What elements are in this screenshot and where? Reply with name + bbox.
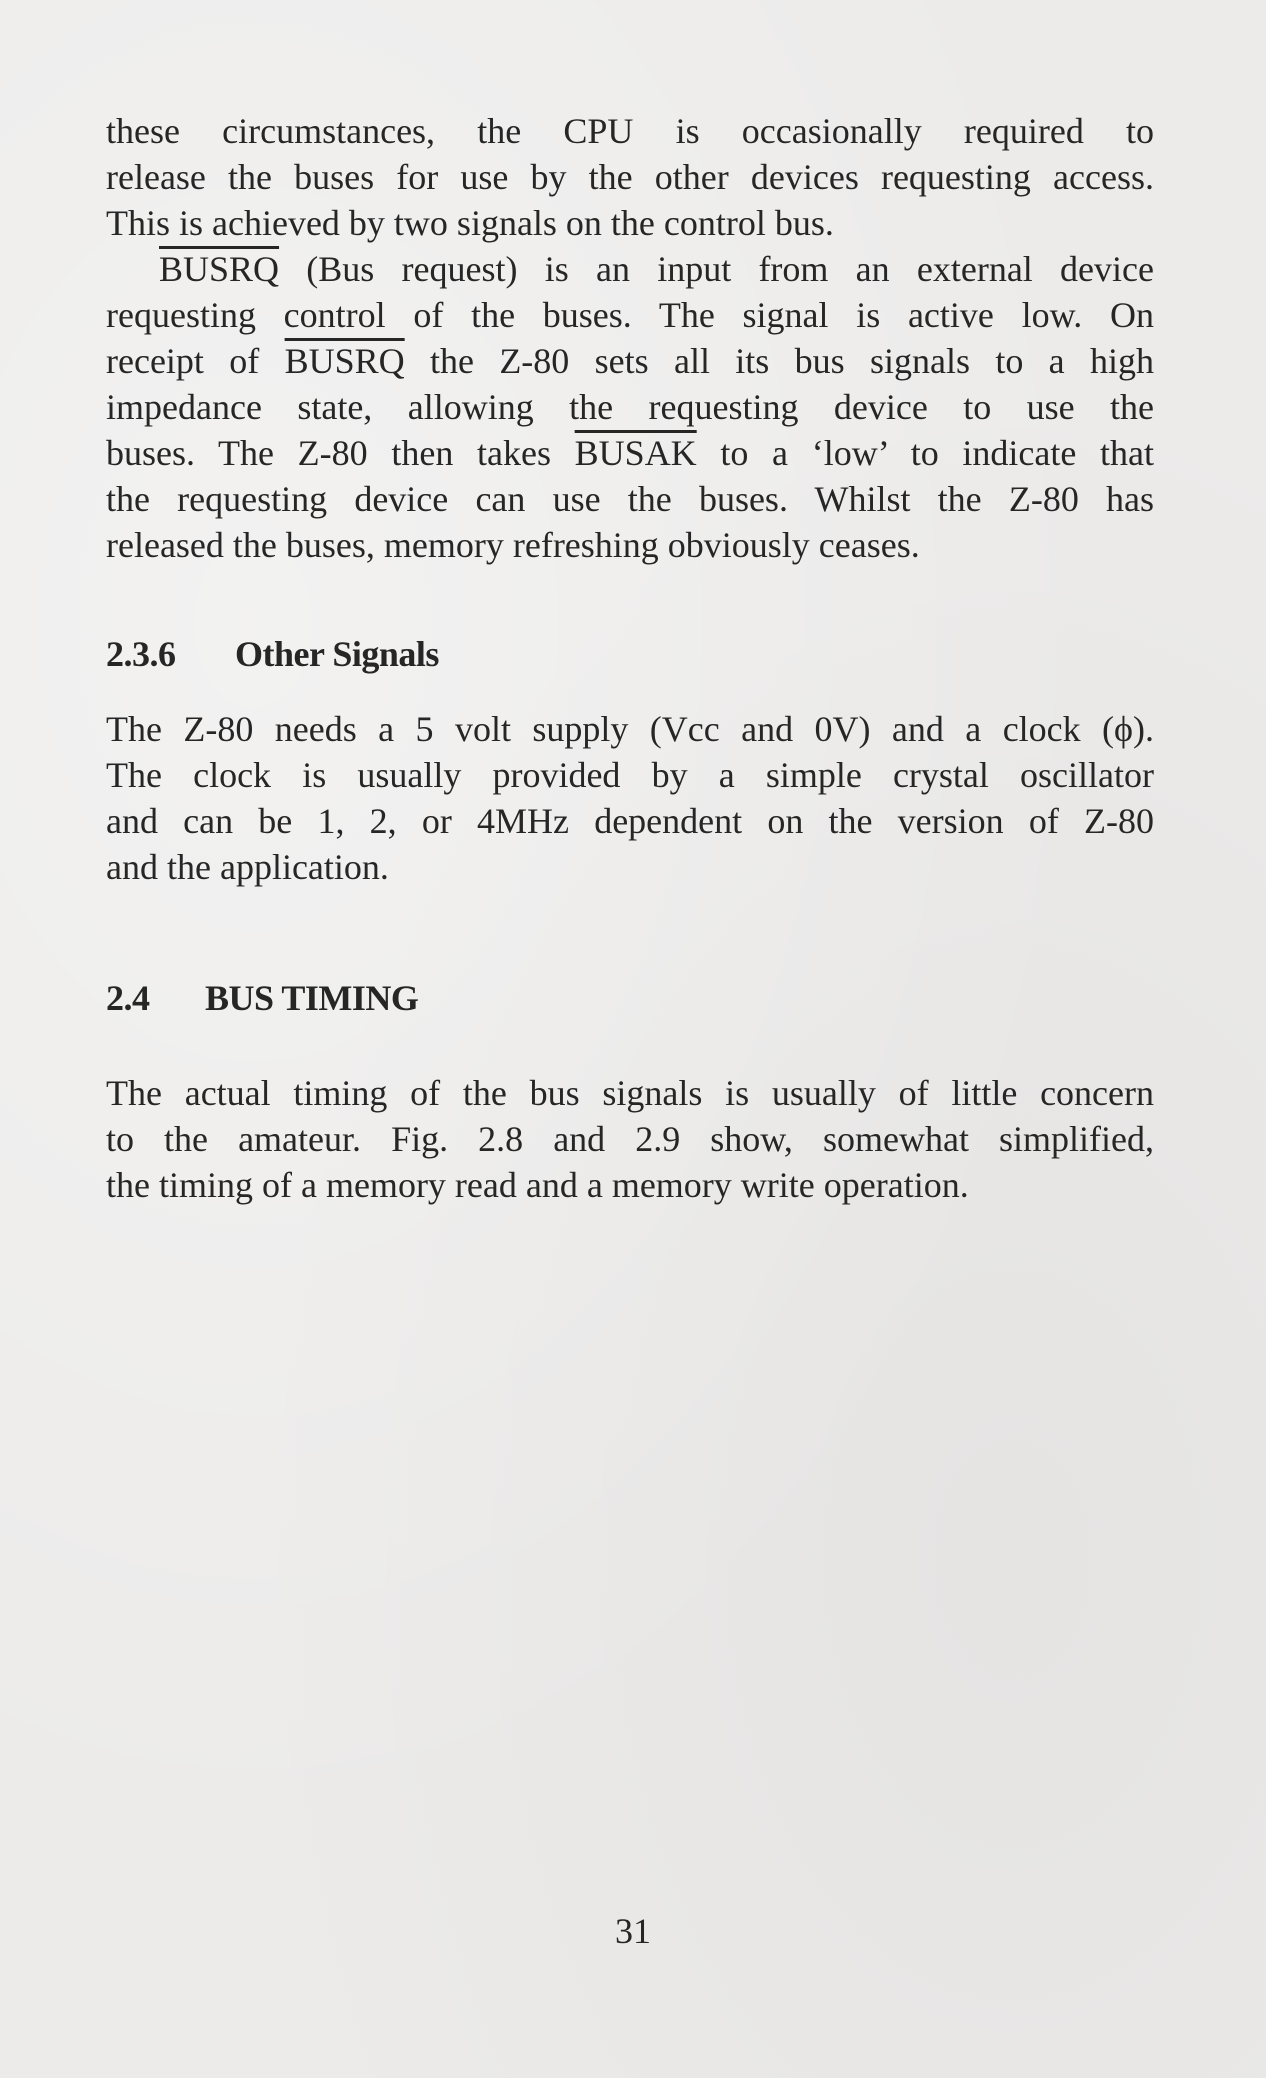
text-line: released the buses, memory refreshing obviously ceases. xyxy=(106,525,920,565)
text-segment: buses. The Z-80 then takes xyxy=(106,433,575,473)
paragraph-bus-timing xyxy=(106,1070,1154,1208)
text-segment: (Bus request) is an input from an external device xyxy=(279,249,1154,289)
text-line: these circumstances, the CPU is occasionally required to xyxy=(106,111,1154,151)
section-number: 2.3.6 xyxy=(106,634,176,674)
text-line: The clock is usually provided by a simple crystal oscillator xyxy=(106,755,1154,795)
page-number: 31 xyxy=(615,1911,651,1951)
text-segment: to a ‘low’ to indicate that xyxy=(696,433,1154,473)
text-line xyxy=(106,338,1154,384)
section-title: Other Signals xyxy=(235,634,439,674)
text-line: the timing of a memory read and a memory write operation. xyxy=(106,1165,969,1205)
busrq-signal: BUSRQ xyxy=(159,249,280,289)
section-title: BUS TIMING xyxy=(205,978,419,1018)
text-line xyxy=(106,246,1154,292)
paragraph-other-signals xyxy=(106,706,1154,890)
section-heading-bus-timing xyxy=(106,977,418,1019)
text-line: impedance state, allowing the requesting device to use the xyxy=(106,387,1154,427)
text-line: The Z-80 needs a 5 volt supply (Vcc and 0V) and a clock (ϕ). xyxy=(106,709,1154,749)
text-line: requesting control of the buses. The signal is active low. On xyxy=(106,295,1154,335)
text-line: and can be 1, 2, or 4MHz dependent on the version of Z-80 xyxy=(106,801,1154,841)
text-segment: the Z-80 sets all its bus signals to a high xyxy=(404,341,1155,381)
busrq-signal: BUSRQ xyxy=(284,341,405,381)
busak-signal: BUSAK xyxy=(574,433,697,473)
text-line: to the amateur. Fig. 2.8 and 2.9 show, somewhat simplified, xyxy=(106,1119,1154,1159)
paragraph-bus-release xyxy=(106,108,1154,246)
text-line: release the buses for use by the other devices requesting access. xyxy=(106,157,1154,197)
text-segment: receipt of xyxy=(106,341,285,381)
text-line xyxy=(106,430,1154,476)
text-line: This is achieved by two signals on the control bus. xyxy=(106,203,834,243)
section-heading-other-signals xyxy=(106,633,439,675)
text-line: and the application. xyxy=(106,847,389,887)
section-number: 2.4 xyxy=(106,978,150,1018)
text-line: The actual timing of the bus signals is usually of little concern xyxy=(106,1073,1154,1113)
paragraph-busrq xyxy=(106,246,1154,568)
text-line: the requesting device can use the buses. Whilst the Z-80 has xyxy=(106,479,1154,519)
